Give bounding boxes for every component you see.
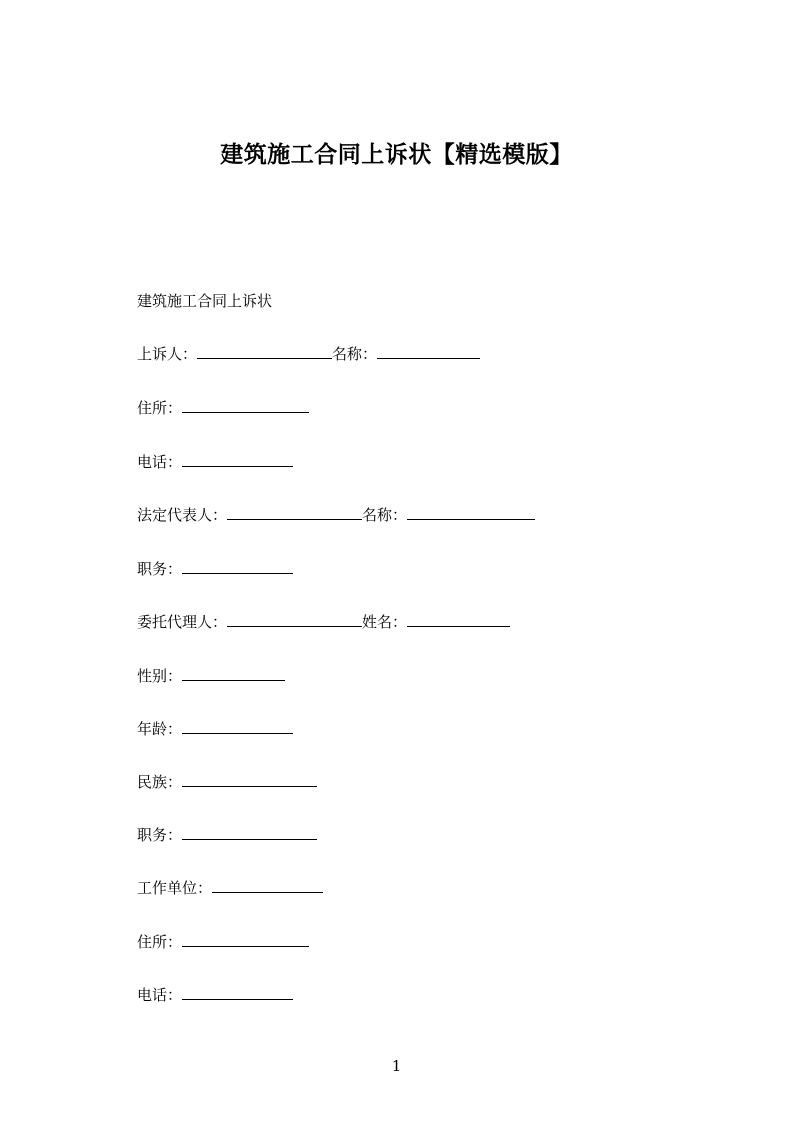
phone-2-blank[interactable] <box>182 984 293 1000</box>
address-2-blank[interactable] <box>182 931 309 947</box>
ethnicity-label: 民族： <box>137 773 183 791</box>
appellant-label: 上诉人： <box>137 345 198 363</box>
address-1-label: 住所： <box>137 399 183 417</box>
agent-name-blank[interactable] <box>407 611 510 627</box>
position-2-blank[interactable] <box>182 824 317 840</box>
field-phone-2 <box>137 984 293 1006</box>
field-legal-rep <box>137 504 535 526</box>
age-label: 年龄： <box>137 720 183 738</box>
agent-label: 委托代理人： <box>137 613 228 631</box>
field-address-1 <box>137 397 309 419</box>
phone-2-label: 电话： <box>137 986 183 1004</box>
gender-label: 性别： <box>137 667 183 685</box>
page-number: 1 <box>391 1057 402 1075</box>
phone-1-label: 电话： <box>137 453 183 471</box>
legal-rep-name-blank[interactable] <box>407 504 535 520</box>
ethnicity-blank[interactable] <box>182 771 317 787</box>
field-phone-1 <box>137 451 293 473</box>
position-2-label: 职务： <box>137 826 183 844</box>
phone-1-blank[interactable] <box>182 451 293 467</box>
address-1-blank[interactable] <box>182 397 309 413</box>
field-gender <box>137 665 285 687</box>
document-subtitle: 建筑施工合同上诉状 <box>137 292 273 310</box>
field-ethnicity <box>137 771 317 793</box>
employer-label: 工作单位： <box>137 879 213 897</box>
gender-blank[interactable] <box>182 665 285 681</box>
position-1-label: 职务： <box>137 560 183 578</box>
field-address-2 <box>137 931 309 953</box>
legal-rep-name-label: 名称： <box>362 506 408 524</box>
field-position-1 <box>137 558 293 580</box>
field-appellant <box>137 343 480 365</box>
field-agent <box>137 611 510 633</box>
agent-name-label: 姓名： <box>362 613 408 631</box>
appellant-name-label: 名称： <box>332 345 378 363</box>
field-age <box>137 718 293 740</box>
field-position-2 <box>137 824 317 846</box>
position-1-blank[interactable] <box>182 558 293 574</box>
appellant-blank[interactable] <box>197 343 332 359</box>
age-blank[interactable] <box>182 718 293 734</box>
address-2-label: 住所： <box>137 933 183 951</box>
agent-blank[interactable] <box>227 611 362 627</box>
legal-rep-blank[interactable] <box>227 504 362 520</box>
legal-rep-label: 法定代表人： <box>137 506 228 524</box>
field-employer <box>137 877 323 899</box>
employer-blank[interactable] <box>212 877 323 893</box>
document-title: 建筑施工合同上诉状【精选模版】 <box>220 142 573 168</box>
appellant-name-blank[interactable] <box>377 343 480 359</box>
